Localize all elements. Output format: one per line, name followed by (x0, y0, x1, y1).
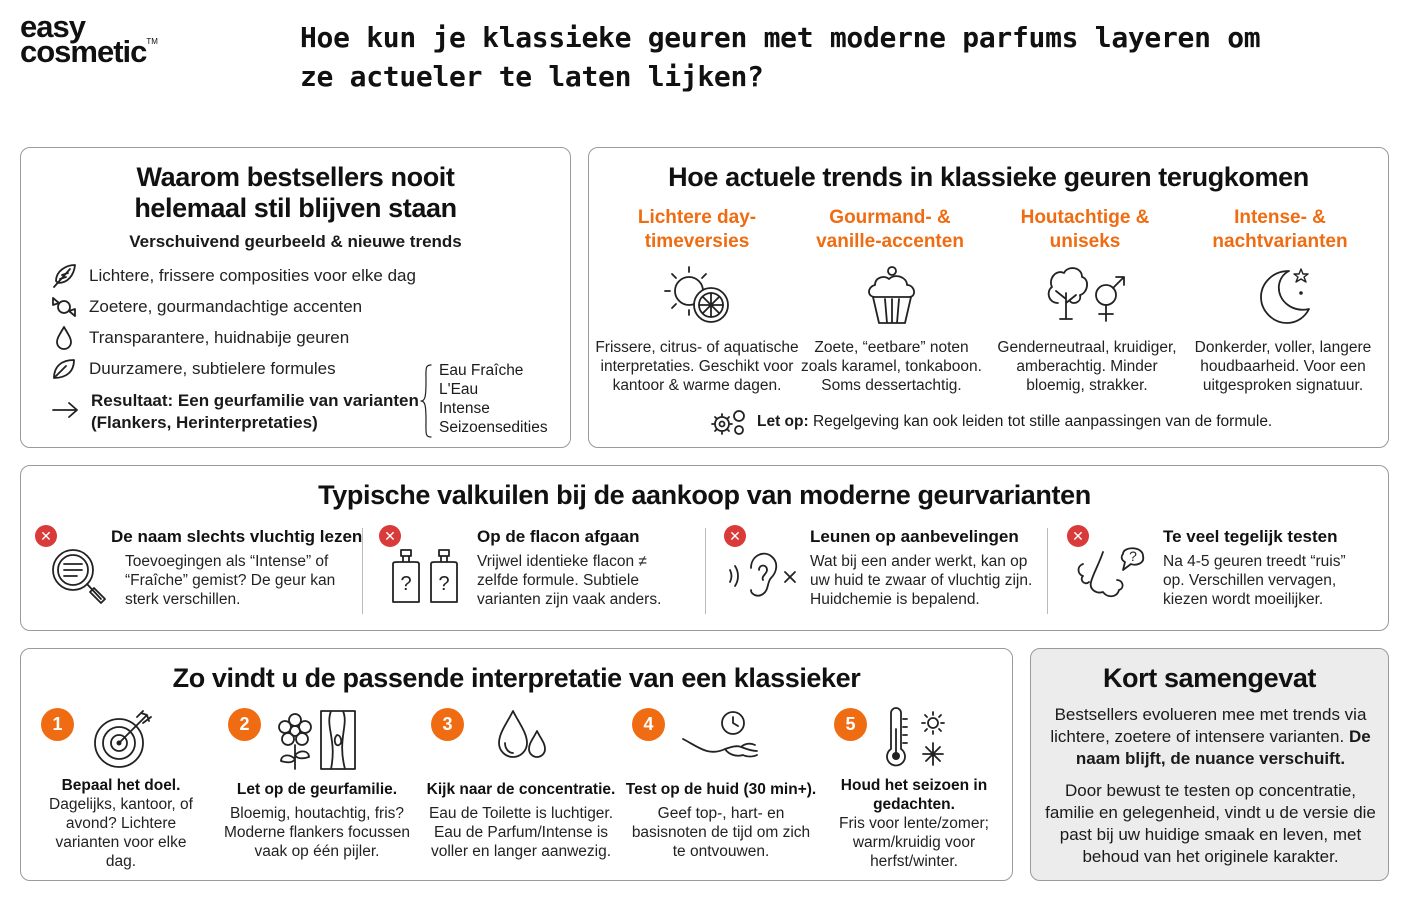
bestsellers-title: Waarom bestsellers nooit helemaal stil blijven staan (134, 162, 457, 223)
cupcake-icon (865, 263, 919, 332)
trend-title: Gourmand- & vanille-accenten (816, 207, 964, 252)
step-text: Geef top-, hart- en basisnoten de tijd om zich te ontvouwen. (631, 805, 811, 860)
variant-item: Seizoensedities (439, 419, 548, 436)
variants-list (439, 361, 548, 437)
step-title: Houd het seizoen in gedachten. (840, 777, 988, 813)
confused-nose-icon (1073, 544, 1153, 613)
step-text: Bloemig, houtachtig, fris? Moderne flankers focussen vaak op één pijler. (223, 805, 411, 860)
summary-p1-bold: De naam blijft, de nuance verschuift. (1075, 727, 1371, 768)
bestseller-item-text: Transparantere, huidnabije geuren (89, 328, 350, 347)
leaf-icon (49, 355, 79, 383)
trends-panel (588, 147, 1389, 448)
variant-item: Intense (439, 400, 490, 417)
divider (705, 528, 706, 614)
trend-title: Intense- & nachtvarianten (1212, 207, 1348, 252)
warning-x-icon: ✕ (724, 525, 746, 547)
logo-tm: TM (146, 37, 158, 47)
trends-title: Hoe actuele trends in klassieke geuren terugkomen (668, 162, 1309, 192)
step-title: Kijk naar de concentratie. (426, 781, 616, 798)
summary-panel (1030, 648, 1389, 881)
note-text: Regelgeving kan ook leiden tot stille aanpassingen van de formule. (812, 413, 1273, 430)
steps-title: Zo vindt u de passende interpretatie van een klassieker (172, 663, 861, 693)
step-text: Dagelijks, kantoor, of avond? Lichtere varianten voor elke dag. (49, 796, 193, 870)
gears-icon (709, 406, 749, 443)
target-icon (91, 709, 155, 776)
trend-text: Zoete, “eetbare” noten zoals karamel, tonkaboon. Soms dessertachtig. (801, 339, 982, 394)
summary-paragraph-2: Door bewust te testen op concentratie, familie en gelegenheid, vindt u de versie die past bij uw huidige smaak en leven, met behoud van het originele karakter. (1045, 781, 1376, 866)
step-text: Eau de Toilette is luchtiger. Eau de Parfum/Intense is voller en langer aanwezig. (428, 805, 614, 860)
bestseller-item-text: Zoetere, gourmandachtige accenten (89, 297, 363, 316)
step-title: Let op de geurfamilie. (236, 781, 398, 798)
trend-title: Houtachtige & uniseks (1020, 207, 1150, 252)
step-text: Fris voor lente/zomer; warm/kruidig voor herfst/winter. (839, 815, 989, 870)
bestsellers-subtitle: Verschuivend geurbeeld & nieuwe trends (129, 232, 462, 251)
summary-paragraph-1 (1043, 704, 1378, 770)
step-number: 4 (632, 708, 665, 741)
step-number: 2 (228, 708, 261, 741)
drop-icon (49, 324, 79, 352)
svg-text:?: ? (1129, 548, 1137, 564)
moon-icon (1255, 263, 1315, 332)
tree-gender-icon (1044, 263, 1132, 332)
warning-x-icon: ✕ (379, 525, 401, 547)
drops-icon (495, 709, 551, 776)
magnifier-icon (47, 544, 113, 613)
pitfall-title: Te veel tegelijk testen (1163, 527, 1338, 546)
trend-text: Donkerder, voller, langere houdbaarheid. Voor een uitgesproken signatuur. (1194, 339, 1372, 394)
summary-p1-plain: Bestsellers evolueren mee met trends via lichtere, zoetere of intensere varianten. (1050, 705, 1367, 746)
flower-wood-icon (275, 709, 359, 776)
logo-line1: easy (20, 9, 85, 44)
pitfall-text: Toevoegingen als “Intense” of “Fraîche” gemist? De geur kan sterk verschillen. (125, 553, 336, 608)
logo (20, 9, 158, 70)
bestseller-item (49, 355, 336, 383)
trend-text: Frissere, citrus- of aquatische interpretaties. Geschikt voor kantoor & warme dagen. (595, 339, 799, 394)
variant-item: Eau Fraîche (439, 362, 524, 379)
summary-title: Kort samengevat (1102, 663, 1317, 693)
bestseller-item (49, 293, 362, 321)
ear-icon (727, 548, 801, 609)
pitfall-title: De naam slechts vluchtig lezen (111, 527, 363, 546)
bestseller-item-text: Duurzamere, subtielere formules (89, 359, 336, 378)
trend-title: Lichtere day-timeversies (637, 207, 757, 252)
warning-x-icon: ✕ (1067, 525, 1089, 547)
variants-brace (419, 363, 433, 444)
sun-citrus-icon (659, 263, 735, 332)
variant-item: L'Eau (439, 381, 479, 398)
thermometer-season-icon (883, 709, 949, 776)
bestseller-item-text: Lichtere, frissere composities voor elke dag (89, 266, 416, 285)
svg-text:?: ? (438, 573, 450, 595)
warning-x-icon: ✕ (35, 525, 57, 547)
note-label: Let op: (757, 413, 809, 430)
divider (1047, 528, 1048, 614)
logo-line2: cosmetic™ (20, 34, 158, 70)
bestseller-item (49, 262, 416, 290)
step-title: Test op de huid (30 min+). (625, 781, 817, 798)
pitfall-text: Na 4-5 geuren treedt “ruis” op. Verschillen vervagen, kiezen wordt moeilijker. (1163, 553, 1346, 608)
pitfalls-panel (20, 465, 1389, 631)
svg-text:?: ? (400, 573, 412, 595)
step-number: 3 (431, 708, 464, 741)
trend-text: Genderneutraal, kruidiger, amberachtig. Minder bloemig, strakker. (997, 339, 1177, 394)
page-headline: Hoe kun je klassieke geuren met moderne parfums layeren om ze actueler te laten lijken? (300, 21, 1261, 93)
pitfall-text: Vrijwel identieke flacon ≠ zelfde formule. Subtiele varianten zijn vaak anders. (477, 553, 662, 608)
pitfall-text: Wat bij een ander werkt, kan op uw huid te zwaar of vluchtig zijn. Huidchemie is bepalend. (810, 553, 1033, 608)
step-title: Bepaal het doel. (61, 777, 181, 794)
pitfall-title: Op de flacon afgaan (477, 527, 640, 546)
step-number: 5 (834, 708, 867, 741)
bestsellers-result: Resultaat: Een geurfamilie van varianten (Flankers, Herinterpretaties) (91, 391, 419, 432)
steps-panel (20, 648, 1013, 881)
bestsellers-panel (20, 147, 571, 448)
pitfall-title: Leunen op aanbevelingen (810, 527, 1019, 546)
candy-icon (49, 293, 79, 321)
bestseller-item (49, 324, 349, 352)
bottles-icon (389, 548, 465, 611)
arrow-right-icon (51, 400, 79, 425)
step-number: 1 (41, 708, 74, 741)
skin-clock-icon (681, 709, 761, 776)
feather-icon (49, 262, 79, 290)
pitfalls-title: Typische valkuilen bij de aankoop van moderne geurvarianten (318, 480, 1091, 510)
trends-note (757, 413, 1272, 431)
